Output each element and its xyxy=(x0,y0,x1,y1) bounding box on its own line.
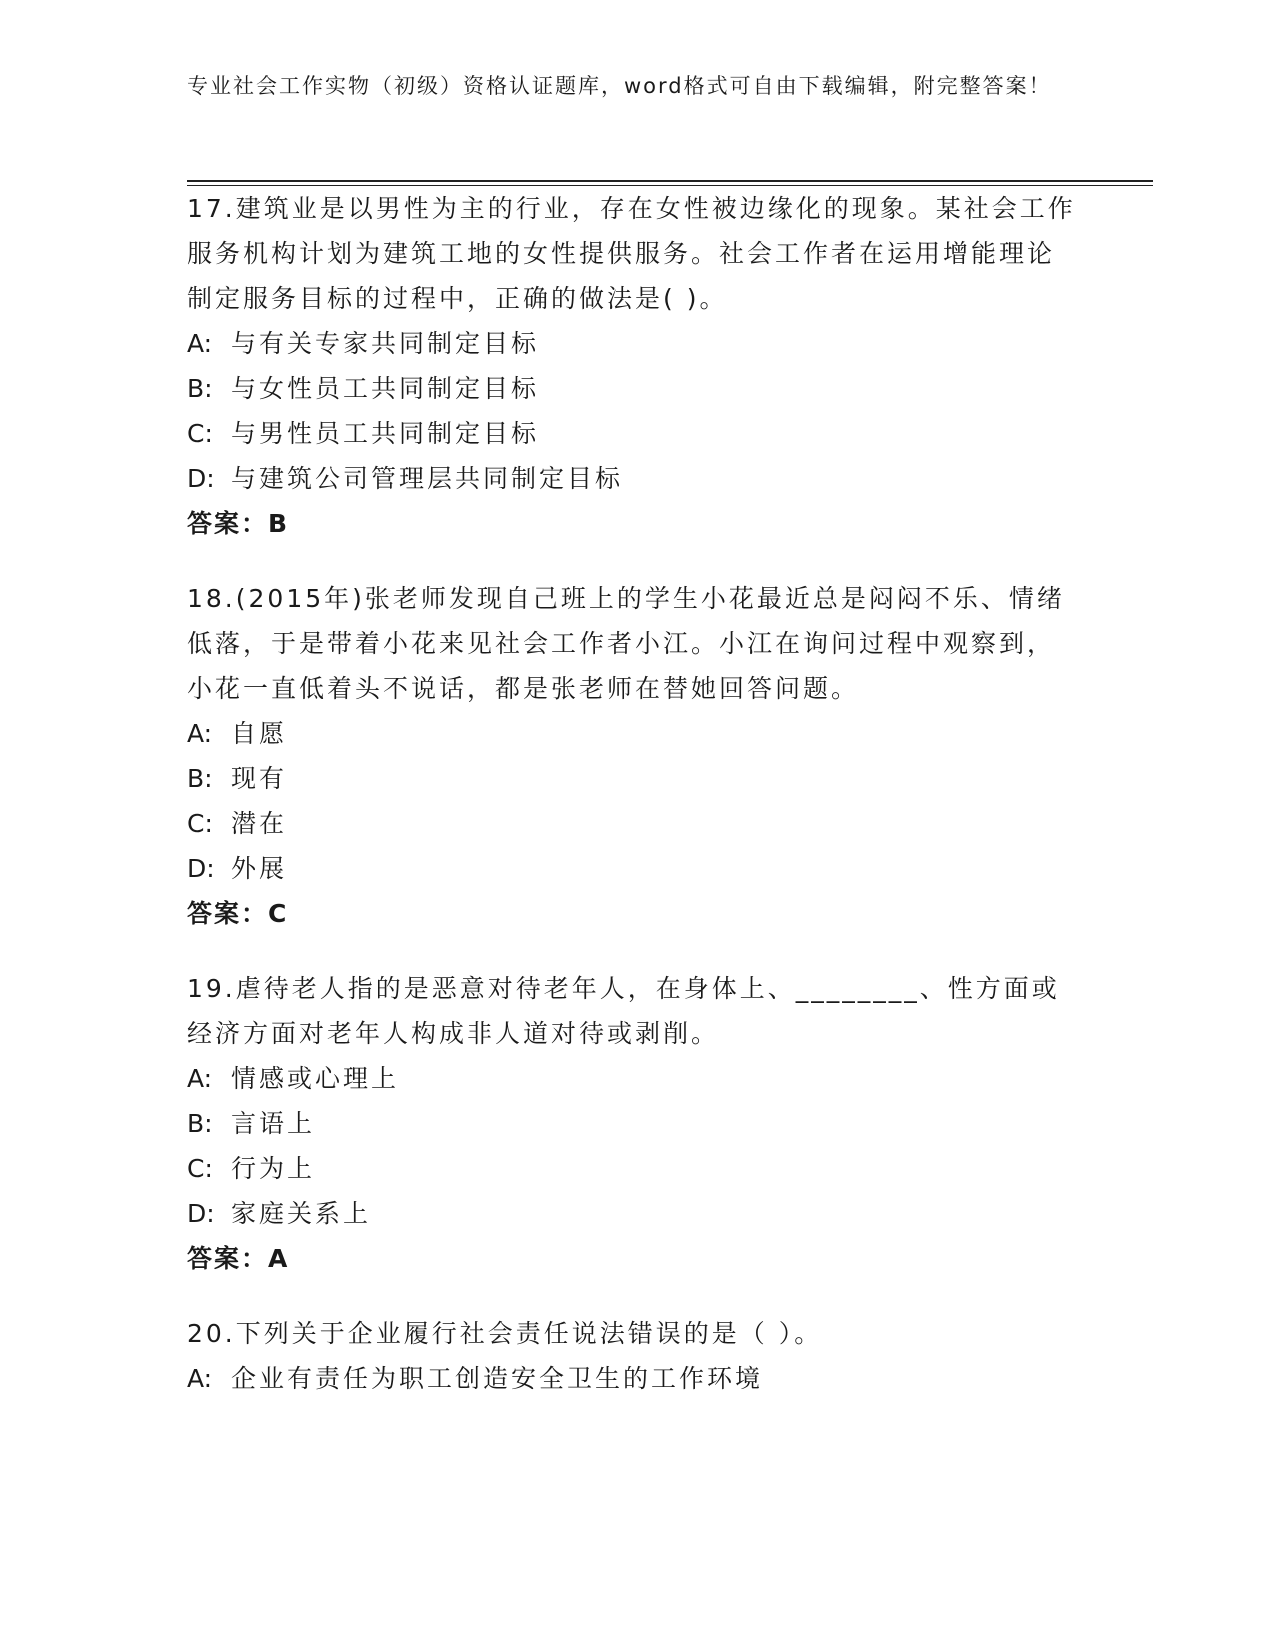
option-text: 行为上 xyxy=(231,1154,316,1183)
option-d xyxy=(187,456,1087,501)
question-stem: 20.下列关于企业履行社会责任说法错误的是（ ）。 xyxy=(187,1319,823,1348)
option-key: D: xyxy=(187,854,215,883)
option-text: 外展 xyxy=(231,854,288,883)
option-key: D: xyxy=(187,1199,215,1228)
option-key: B: xyxy=(187,1109,213,1138)
question-17 xyxy=(187,186,1087,546)
question-18 xyxy=(187,576,1087,936)
option-key: C: xyxy=(187,809,213,838)
option-a xyxy=(187,1056,1087,1101)
question-list xyxy=(187,186,1087,1431)
option-c xyxy=(187,801,1087,846)
page-header: 专业社会工作实物（初级）资格认证题库，word格式可自由下载编辑，附完整答案！ xyxy=(187,74,1052,98)
option-text: 言语上 xyxy=(231,1109,316,1138)
option-b xyxy=(187,366,1087,411)
option-b xyxy=(187,756,1087,801)
question-stem: 17.建筑业是以男性为主的行业，存在女性被边缘化的现象。某社会工作服务机构计划为建筑工地的女性提供服务。社会工作者在运用增能理论制定服务目标的过程中，正确的做法是( )。 xyxy=(187,194,1076,313)
option-key: C: xyxy=(187,419,213,448)
option-key: A: xyxy=(187,1064,213,1093)
option-key: B: xyxy=(187,374,213,403)
option-a xyxy=(187,1356,1087,1401)
option-a xyxy=(187,321,1087,366)
option-c xyxy=(187,1146,1087,1191)
question-20 xyxy=(187,1311,1087,1401)
answer-line: 答案：C xyxy=(187,899,289,928)
option-text: 自愿 xyxy=(231,719,288,748)
question-stem: 18.(2015年)张老师发现自己班上的学生小花最近总是闷闷不乐、情绪低落，于是带着小花来见社会工作者小江。小江在询问过程中观察到，小花一直低着头不说话，都是张老师在替她回答问题。 xyxy=(187,584,1065,703)
option-key: A: xyxy=(187,1364,213,1393)
option-text: 家庭关系上 xyxy=(231,1199,372,1228)
option-c xyxy=(187,411,1087,456)
option-key: A: xyxy=(187,719,213,748)
question-19 xyxy=(187,966,1087,1281)
question-stem: 19.虐待老人指的是恶意对待老年人，在身体上、________、性方面或经济方面对老年人构成非人道对待或剥削。 xyxy=(187,974,1060,1048)
option-text: 企业有责任为职工创造安全卫生的工作环境 xyxy=(231,1364,764,1393)
option-text: 与男性员工共同制定目标 xyxy=(231,419,540,448)
option-key: A: xyxy=(187,329,213,358)
option-text: 与建筑公司管理层共同制定目标 xyxy=(231,464,624,493)
option-b xyxy=(187,1101,1087,1146)
option-key: C: xyxy=(187,1154,213,1183)
option-text: 与女性员工共同制定目标 xyxy=(231,374,540,403)
option-text: 与有关专家共同制定目标 xyxy=(231,329,540,358)
option-d xyxy=(187,846,1087,891)
answer-line: 答案：B xyxy=(187,509,290,538)
option-a xyxy=(187,711,1087,756)
option-text: 现有 xyxy=(231,764,288,793)
option-key: B: xyxy=(187,764,213,793)
option-d xyxy=(187,1191,1087,1236)
answer-line: 答案：A xyxy=(187,1244,290,1273)
option-key: D: xyxy=(187,464,215,493)
option-text: 情感或心理上 xyxy=(231,1064,400,1093)
option-text: 潜在 xyxy=(231,809,288,838)
